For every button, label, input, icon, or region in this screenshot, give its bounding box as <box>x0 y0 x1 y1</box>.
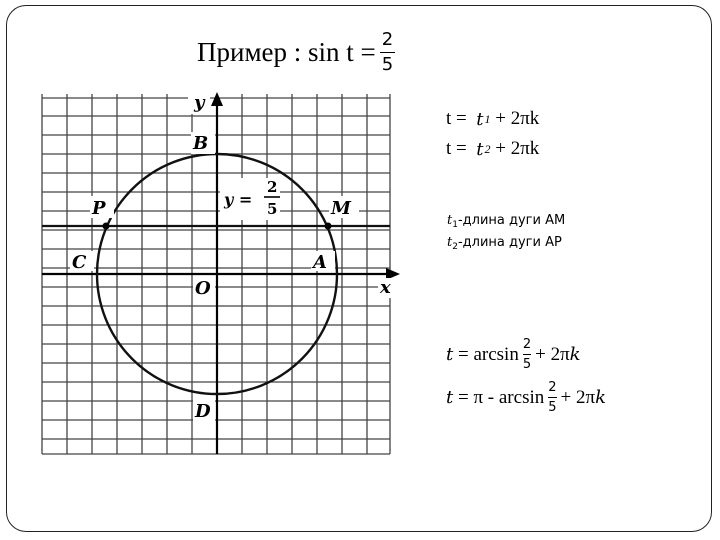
title-frac-den: 5 <box>381 53 394 75</box>
label-a: A <box>313 252 327 273</box>
title-fraction <box>380 28 395 75</box>
solution-pi-minus-arcsin: t = π - arcsin $\frac{2}{5}$ + 2π k <box>446 380 607 415</box>
note-arc-ap: $t_2$-длина дуги AP <box>447 235 562 252</box>
label-d: D <box>195 401 211 422</box>
line-frac-den: 5 <box>267 200 278 218</box>
line-frac-num: 2 <box>267 178 278 196</box>
point-m <box>325 223 332 230</box>
label-b: B <box>193 133 209 154</box>
page-title <box>197 22 395 82</box>
y-axis-arrow <box>211 92 223 106</box>
solution-arcsin: t = arcsin $\frac{2}{5}$ + 2π k <box>446 337 581 372</box>
label-c: C <box>72 252 87 273</box>
note-arc-am: $t_1$-длина дуги AM <box>447 213 566 230</box>
general-solution-1: t = t 1 + 2πk <box>446 108 540 130</box>
unit-circle-diagram <box>38 88 403 458</box>
label-o: O <box>195 278 211 299</box>
label-m: M <box>331 198 351 219</box>
line-equation-label: y = <box>224 190 253 209</box>
point-p <box>103 223 110 230</box>
title-text: Пример : sin t = <box>197 36 376 67</box>
label-x-axis: x <box>380 277 391 298</box>
label-p: P <box>92 198 106 219</box>
title-frac-num: 2 <box>381 28 394 50</box>
label-y-axis: y <box>194 92 205 113</box>
general-solution-2: t = t 2 + 2πk <box>446 138 540 160</box>
